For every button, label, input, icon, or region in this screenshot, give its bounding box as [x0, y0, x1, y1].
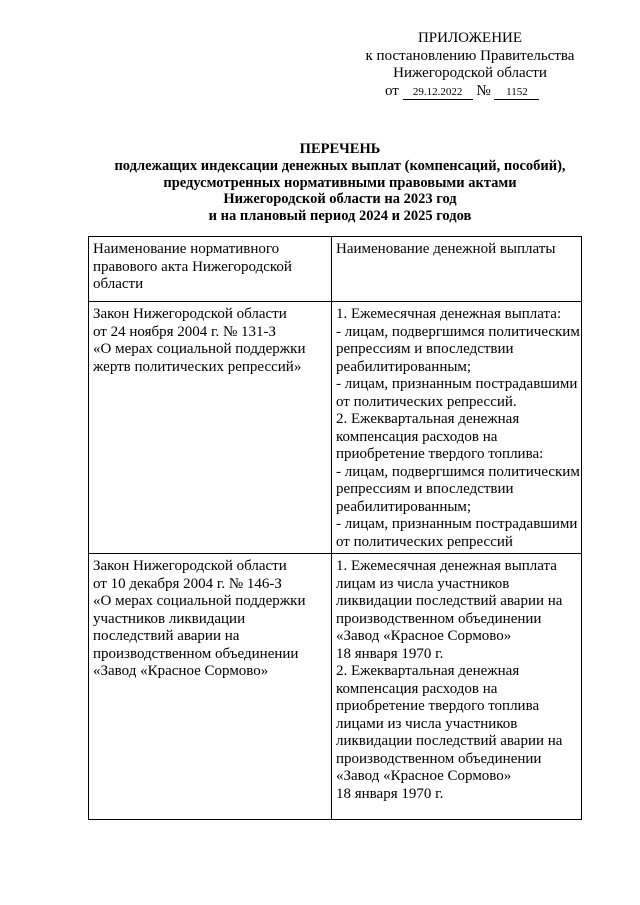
header-act-line: правового акта Нижегородской [93, 258, 292, 275]
payment-line: - лицам, подвергшимся политическим [336, 323, 580, 340]
title-line-2: предусмотренных нормативными правовыми актами [163, 174, 517, 191]
table-row [89, 302, 582, 554]
act-line: от 24 ноября 2004 г. № 131-З [93, 323, 277, 340]
payment-line: лицам из числа участников [336, 575, 510, 592]
header-act [89, 237, 332, 302]
act-cell [89, 302, 332, 554]
title-line-3: Нижегородской области на 2023 год [223, 191, 457, 208]
payment-line: ликвидации последствий аварии на [336, 593, 563, 609]
payment-cell [332, 554, 582, 820]
act-line: «О мерах социальной поддержки [93, 593, 306, 609]
appendix-line-2: Нижегородской области [393, 65, 547, 81]
payment-line: репрессиям и впоследствии [336, 481, 514, 497]
act-line: последствий аварии на [93, 628, 240, 644]
payment-line: производственном объединении [336, 610, 542, 627]
payment-line: «Завод «Красное Сормово» [336, 768, 512, 784]
payment-line: 2. Ежеквартальная денежная [336, 663, 520, 679]
header-act-line: Наименование нормативного [93, 241, 280, 257]
from-prefix: от [385, 82, 399, 99]
resolution-date: 29.12.2022 [403, 85, 473, 100]
payment-line: лицами из числа участников [336, 715, 518, 732]
payment-cell [332, 302, 582, 554]
act-line: участников ликвидации [93, 610, 246, 627]
act-line: производственном объединении [93, 645, 299, 662]
payment-line: 2. Ежеквартальная денежная [336, 411, 520, 427]
payment-line: компенсация расходов на [336, 680, 498, 697]
title-heading: ПЕРЕЧЕНЬ [299, 141, 381, 157]
payment-line: 18 января 1970 г. [336, 645, 444, 662]
act-line: жертв политических репрессий» [93, 358, 302, 375]
payment-line: репрессиям и впоследствии [336, 341, 514, 357]
payment-line: от политических репрессий. [336, 393, 517, 410]
payment-line: - лицам, признанным пострадавшими [336, 516, 578, 532]
payment-line: - лицам, подвергшимся политическим [336, 463, 580, 480]
act-line: Закон Нижегородской области [93, 558, 287, 574]
payment-line: приобретение твердого топлива: [336, 446, 544, 462]
payment-line: реабилитированным; [336, 498, 472, 515]
appendix-label: ПРИЛОЖЕНИЕ [417, 30, 523, 46]
payment-line: реабилитированным; [336, 358, 472, 375]
appendix-date-line [350, 83, 590, 101]
act-line: «Завод «Красное Сормово» [93, 663, 269, 679]
table-header-row [89, 237, 582, 302]
payment-line: производственном объединении [336, 750, 542, 767]
payment-line: от политических репрессий [336, 533, 513, 550]
act-line: от 10 декабря 2004 г. № 146-З [93, 575, 282, 592]
appendix-line-1: к постановлению Правительства [365, 47, 575, 64]
payment-line: компенсация расходов на [336, 428, 498, 445]
title-line-1: подлежащих индексации денежных выплат (компенсаций, пособий), [114, 157, 566, 174]
payment-line: «Завод «Красное Сормово» [336, 628, 512, 644]
payment-line: ликвидации последствий аварии на [336, 733, 563, 749]
payment-line: 1. Ежемесячная денежная выплата: [336, 306, 562, 322]
header-act-line: области [93, 276, 144, 292]
header-payment [332, 237, 582, 302]
payment-line: - лицам, признанным пострадавшими [336, 376, 578, 392]
header-payment-line: Наименование денежной выплаты [336, 241, 556, 257]
number-prefix: № [476, 82, 491, 99]
payment-line: 18 января 1970 г. [336, 785, 444, 802]
payment-line: приобретение твердого топлива [336, 698, 540, 714]
appendix-block [350, 30, 590, 100]
act-line: «О мерах социальной поддержки [93, 341, 306, 357]
title-line-4: и на плановый период 2024 и 2025 годов [208, 208, 472, 225]
act-line: Закон Нижегородской области [93, 306, 287, 322]
resolution-number: 1152 [494, 85, 539, 100]
payments-table [88, 236, 582, 820]
table-row [89, 554, 582, 820]
document-title [60, 141, 620, 225]
payment-line: 1. Ежемесячная денежная выплата [336, 558, 557, 574]
act-cell [89, 554, 332, 820]
